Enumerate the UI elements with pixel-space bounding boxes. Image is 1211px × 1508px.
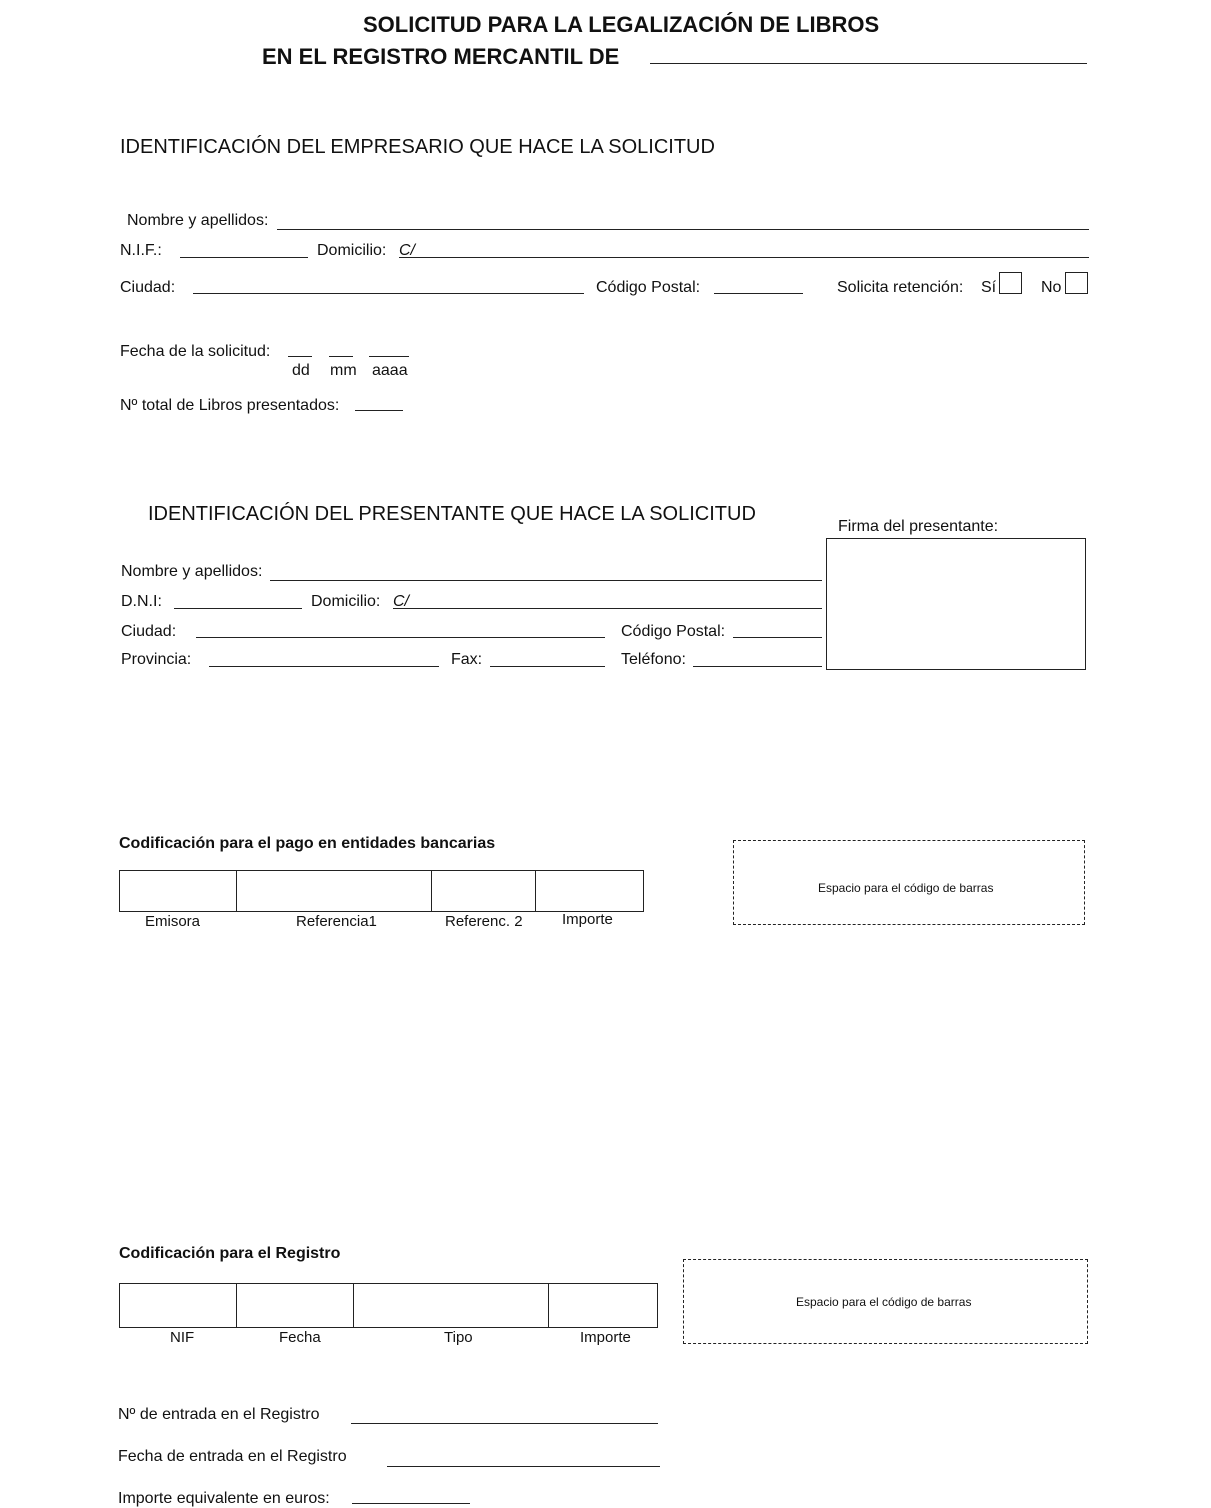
empresario-heading: IDENTIFICACIÓN DEL EMPRESARIO QUE HACE LA SOLICITUD bbox=[120, 136, 715, 158]
fecha-aaaa-caption: aaaa bbox=[372, 362, 408, 379]
pago-col-divider bbox=[236, 871, 237, 911]
presentante-telefono-label: Teléfono: bbox=[621, 651, 686, 668]
importe-euros-label: Importe equivalente en euros: bbox=[118, 1490, 330, 1507]
presentante-domicilio-field[interactable] bbox=[393, 608, 822, 609]
pago-heading: Codificación para el pago en entidades bancarias bbox=[119, 835, 496, 852]
fecha-entrada-label: Fecha de entrada en el Registro bbox=[118, 1448, 347, 1465]
pago-col-referencia2: Referenc. 2 bbox=[445, 913, 523, 930]
presentante-provincia-field[interactable] bbox=[209, 666, 439, 667]
retencion-no-label: No bbox=[1041, 279, 1062, 296]
fecha-dd-field[interactable] bbox=[288, 356, 312, 357]
pago-col-importe: Importe bbox=[562, 911, 613, 928]
fecha-mm-caption: mm bbox=[330, 362, 357, 379]
registro-col-tipo: Tipo bbox=[444, 1329, 473, 1346]
pago-col-emisora: Emisora bbox=[145, 913, 201, 930]
registro-city-field[interactable] bbox=[650, 63, 1087, 64]
pago-barcode-label: Espacio para el código de barras bbox=[818, 881, 994, 895]
registro-heading: Codificación para el Registro bbox=[119, 1245, 341, 1262]
pago-col-divider bbox=[431, 871, 432, 911]
retencion-si-label: Sí bbox=[981, 279, 997, 296]
fecha-aaaa-field[interactable] bbox=[369, 356, 409, 357]
firma-label: Firma del presentante: bbox=[838, 518, 999, 535]
fecha-dd-caption: dd bbox=[292, 362, 310, 379]
fecha-entrada-field[interactable] bbox=[387, 1466, 660, 1467]
registro-col-importe: Importe bbox=[580, 1329, 631, 1346]
empresario-nif-label: N.I.F.: bbox=[120, 242, 162, 259]
presentante-fax-label: Fax: bbox=[451, 651, 483, 668]
presentante-ciudad-label: Ciudad: bbox=[121, 623, 177, 640]
registro-col-nif: NIF bbox=[170, 1329, 195, 1346]
entrada-registro-label: Nº de entrada en el Registro bbox=[118, 1406, 320, 1423]
pago-col-referencia1: Referencia1 bbox=[296, 913, 377, 930]
presentante-domicilio-prefix: C/ bbox=[393, 593, 409, 610]
registro-col-divider bbox=[236, 1284, 237, 1327]
registro-col-divider bbox=[548, 1284, 549, 1327]
fecha-mm-field[interactable] bbox=[329, 356, 353, 357]
presentante-nombre-field[interactable] bbox=[270, 580, 822, 581]
retencion-si-checkbox[interactable] bbox=[999, 272, 1022, 294]
registro-code-table bbox=[119, 1283, 658, 1328]
empresario-ciudad-label: Ciudad: bbox=[120, 279, 176, 296]
empresario-nombre-label: Nombre y apellidos: bbox=[127, 212, 269, 229]
empresario-domicilio-field[interactable] bbox=[399, 257, 1089, 258]
presentante-heading: IDENTIFICACIÓN DEL PRESENTANTE QUE HACE LA SOLICITUD bbox=[148, 503, 756, 525]
presentante-telefono-field[interactable] bbox=[693, 666, 822, 667]
retencion-no-checkbox[interactable] bbox=[1065, 272, 1088, 294]
total-libros-label: Nº total de Libros presentados: bbox=[120, 397, 340, 414]
registro-col-divider bbox=[353, 1284, 354, 1327]
importe-euros-field[interactable] bbox=[352, 1503, 470, 1504]
pago-col-divider bbox=[535, 871, 536, 911]
empresario-cp-field[interactable] bbox=[714, 293, 803, 294]
fecha-solicitud-label: Fecha de la solicitud: bbox=[120, 343, 271, 360]
presentante-provincia-label: Provincia: bbox=[121, 651, 192, 668]
total-libros-field[interactable] bbox=[355, 410, 403, 411]
presentante-dni-field[interactable] bbox=[174, 608, 302, 609]
registro-barcode-label: Espacio para el código de barras bbox=[796, 1295, 972, 1309]
empresario-nombre-field[interactable] bbox=[277, 229, 1089, 230]
presentante-ciudad-field[interactable] bbox=[196, 637, 605, 638]
form-title-line2: EN EL REGISTRO MERCANTIL DE bbox=[262, 44, 620, 69]
firma-box[interactable] bbox=[826, 538, 1086, 670]
entrada-registro-field[interactable] bbox=[351, 1423, 658, 1424]
presentante-cp-label: Código Postal: bbox=[621, 623, 726, 640]
presentante-fax-field[interactable] bbox=[490, 666, 605, 667]
empresario-cp-label: Código Postal: bbox=[596, 279, 701, 296]
presentante-dni-label: D.N.I: bbox=[121, 593, 162, 610]
empresario-domicilio-prefix: C/ bbox=[399, 242, 415, 259]
empresario-nif-field[interactable] bbox=[180, 257, 308, 258]
empresario-domicilio-label: Domicilio: bbox=[317, 242, 387, 259]
registro-col-fecha: Fecha bbox=[279, 1329, 321, 1346]
presentante-cp-field[interactable] bbox=[733, 637, 822, 638]
empresario-ciudad-field[interactable] bbox=[193, 293, 584, 294]
presentante-nombre-label: Nombre y apellidos: bbox=[121, 563, 263, 580]
retencion-label: Solicita retención: bbox=[837, 279, 964, 296]
form-title-line1: SOLICITUD PARA LA LEGALIZACIÓN DE LIBROS bbox=[363, 12, 880, 37]
pago-code-table bbox=[119, 870, 644, 912]
presentante-domicilio-label: Domicilio: bbox=[311, 593, 381, 610]
